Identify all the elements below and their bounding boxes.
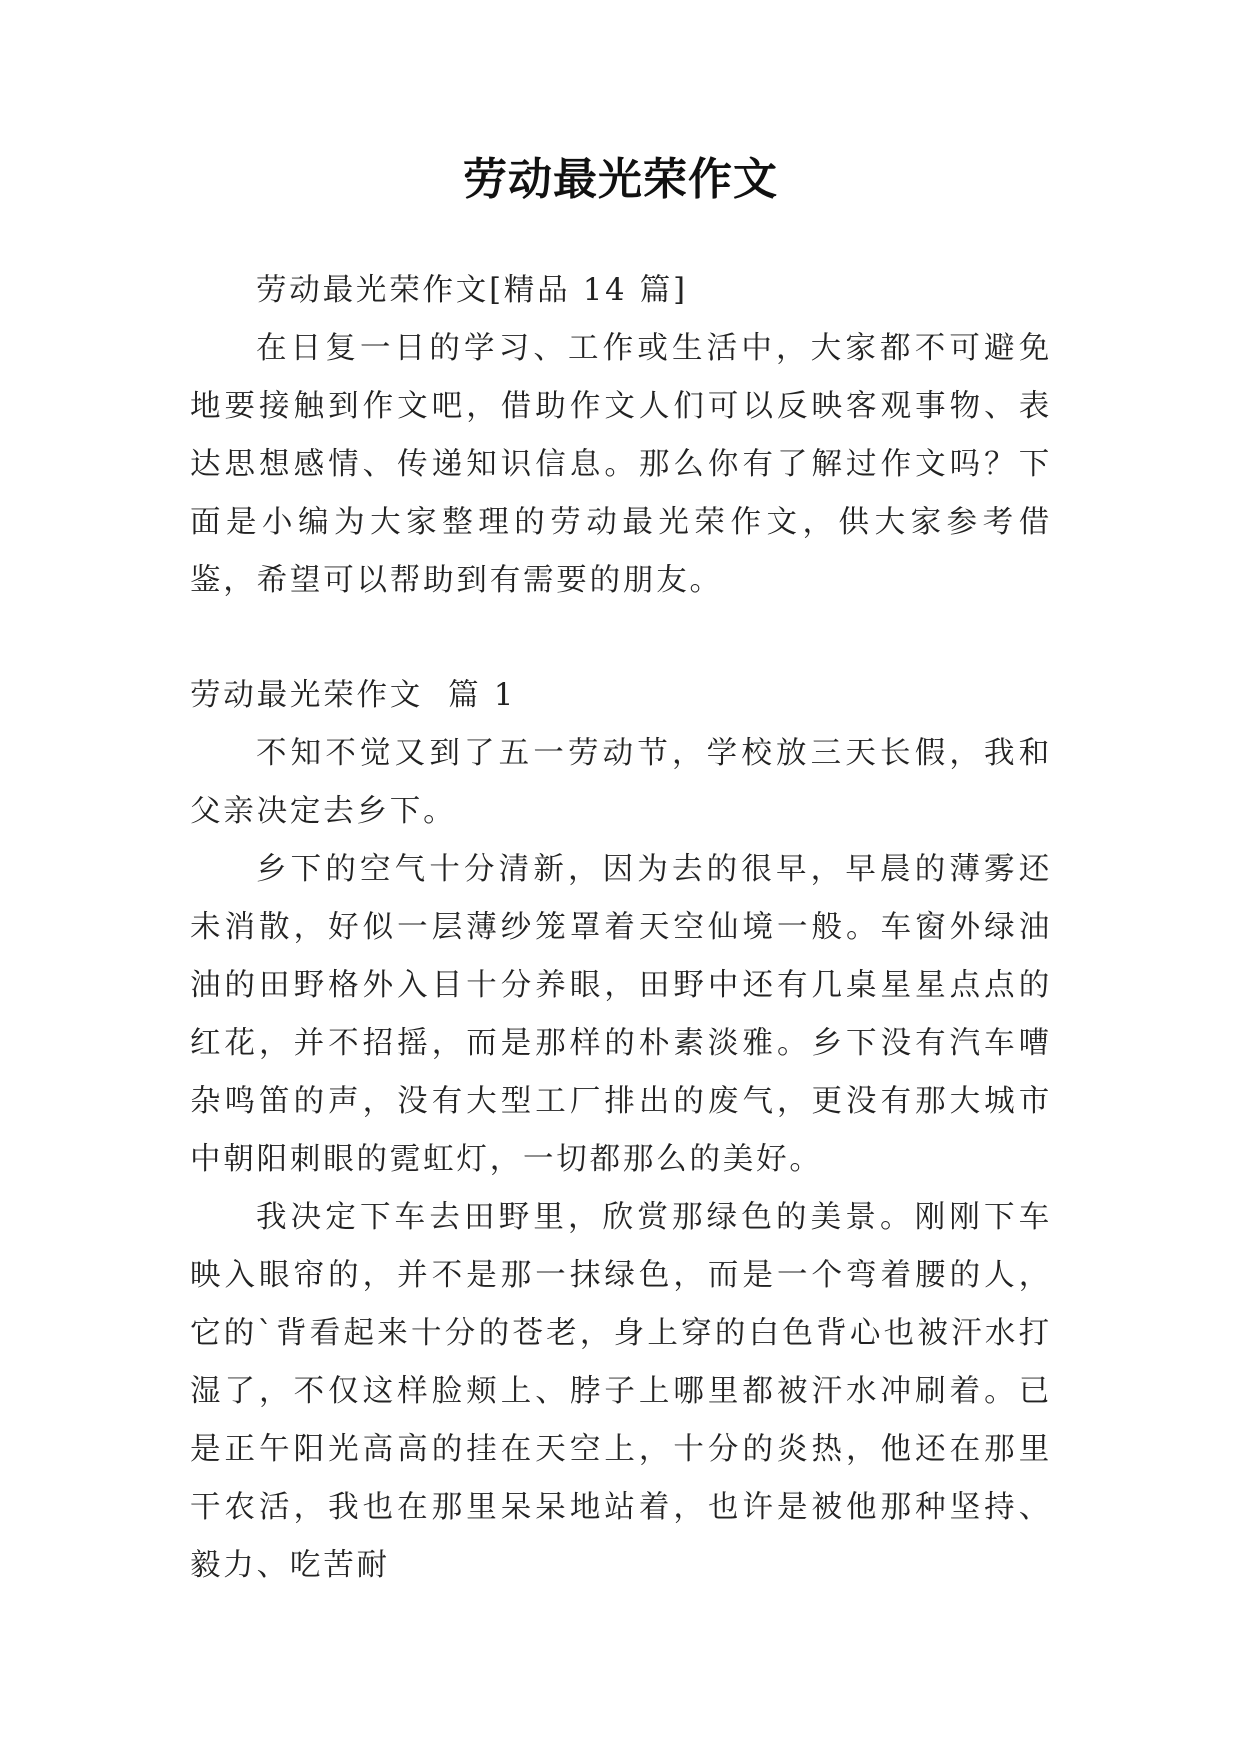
- body-paragraph-3: 我决定下车去田野里，欣赏那绿色的美景。刚刚下车映入眼帘的，并不是那一抹绿色，而是一个弯着腰的人，它的`背看起来十分的苍老，身上穿的白色背心也被汗水打湿了，不仅这样脸颊上、脖子上哪里都被汗水冲刷着。已是正午阳光高高的挂在天空上，十分的炎热，他还在那里干农活，我也在那里呆呆地站着，也许是被他那种坚持、毅力、吃苦耐: [190, 1200, 1052, 1583]
- section-gap: [190, 610, 1052, 667]
- intro-paragraph: 在日复一日的学习、工作或生活中，大家都不可避免地要接触到作文吧，借助作文人们可以反映客观事物、表达思想感情、传递知识信息。那么你有了解过作文吗？下面是小编为大家整理的劳动最光荣作文，供大家参考借鉴，希望可以帮助到有需要的朋友。: [190, 331, 1052, 598]
- document-title: 劳动最光荣作文: [463, 154, 778, 205]
- document-subtitle: 劳动最光荣作文[精品 14 篇]: [256, 273, 688, 308]
- section-heading: 劳动最光荣作文 篇 1: [190, 678, 517, 713]
- document-body: [190, 262, 1052, 1595]
- body-paragraph-1: 不知不觉又到了五一劳动节，学校放三天长假，我和父亲决定去乡下。: [190, 736, 1052, 829]
- body-paragraph-2: 乡下的空气十分清新，因为去的很早，早晨的薄雾还未消散，好似一层薄纱笼罩着天空仙境一般。车窗外绿油油的田野格外入目十分养眼，田野中还有几桌星星点点的红花，并不招摇，而是那样的朴素淡雅。乡下没有汽车嘈杂鸣笛的声，没有大型工厂排出的废气，更没有那大城市中朝阳刺眼的霓虹灯，一切都那么的美好。: [190, 852, 1052, 1177]
